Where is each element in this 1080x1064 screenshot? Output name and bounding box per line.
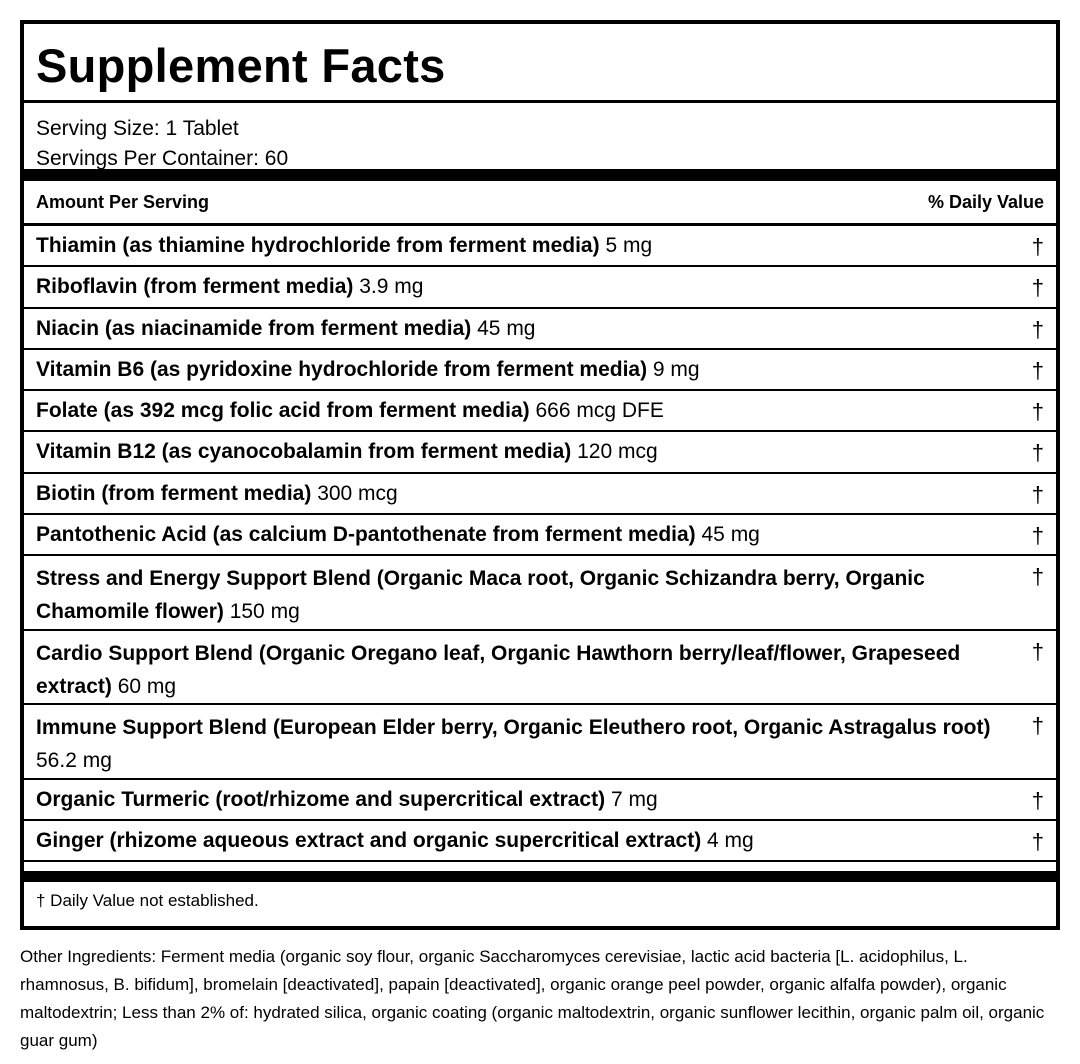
nutrient-name: Biotin (from ferment media) (36, 481, 318, 505)
daily-value-header: % Daily Value (927, 191, 1044, 212)
nutrient-amount: 45 mg (477, 316, 536, 340)
daily-value-mark: † (1031, 829, 1044, 855)
nutrient-row (24, 780, 1056, 821)
serving-size: Serving Size: 1 Tablet (36, 117, 239, 140)
nutrient-name: Stress and Energy Support Blend (Organic Maca root, Organic Schizandra berry, Organic Chamomile flower) (36, 567, 925, 624)
thick-divider (24, 871, 1056, 882)
column-header (24, 181, 1056, 226)
daily-value-mark: † (1031, 234, 1044, 259)
daily-value-mark: † (1031, 638, 1044, 664)
blend-row (24, 556, 1056, 631)
daily-value-mark: † (1031, 399, 1044, 425)
nutrient-row (24, 432, 1056, 473)
servings-per-container: Servings Per Container: 60 (36, 147, 289, 170)
daily-value-mark: † (1031, 787, 1044, 813)
nutrient-row (24, 474, 1056, 515)
serving-info (24, 103, 1056, 181)
nutrient-amount: 56.2 mg (36, 749, 112, 773)
nutrient-name: Pantothenic Acid (as calcium D-pantothenate from ferment media) (36, 523, 702, 547)
nutrient-name: Ginger (rhizome aqueous extract and organic supercritical extract) (36, 829, 708, 853)
nutrient-amount: 60 mg (117, 674, 177, 698)
nutrient-row (24, 267, 1056, 308)
nutrient-row (24, 309, 1056, 350)
daily-value-mark: † (1031, 713, 1044, 739)
nutrient-amount: 300 mcg (317, 481, 398, 505)
nutrient-row (24, 391, 1056, 432)
blend-row (24, 705, 1056, 780)
nutrient-name: Cardio Support Blend (Organic Oregano leaf, Organic Hawthorn berry/leaf/flower, Grapeseed extract) (36, 641, 961, 698)
nutrient-name: Immune Support Blend (European Elder berry, Organic Eleuthero root, Organic Astragalus root) (36, 716, 991, 740)
supplement-facts-panel (20, 20, 1060, 930)
amount-per-serving-header: Amount Per Serving (36, 191, 210, 212)
nutrient-name: Vitamin B12 (as cyanocobalamin from ferment media) (36, 440, 578, 464)
nutrient-name: Vitamin B6 (as pyridoxine hydrochloride from ferment media) (36, 357, 653, 381)
nutrient-name: Organic Turmeric (root/rhizome and supercritical extract) (36, 787, 611, 811)
nutrient-name: Folate (as 392 mcg folic acid from ferment media) (36, 399, 536, 423)
footnote: † Daily Value not established. (36, 891, 259, 911)
nutrient-amount: 4 mg (707, 829, 754, 853)
nutrient-name: Thiamin (as thiamine hydrochloride from ferment media) (36, 234, 606, 257)
nutrient-row (24, 350, 1056, 391)
nutrient-name: Riboflavin (from ferment media) (36, 275, 360, 299)
daily-value-mark: † (1031, 523, 1044, 549)
nutrient-amount: 3.9 mg (359, 275, 424, 299)
daily-value-mark: † (1031, 481, 1044, 507)
nutrient-amount: 120 mcg (577, 440, 658, 464)
nutrient-amount: 5 mg (605, 234, 653, 257)
nutrient-row (24, 821, 1056, 862)
other-ingredients: Other Ingredients: Ferment media (organic soy flour, organic Saccharomyces cerevisiae, lactic acid bacteria [L. acidophilus, L. rhamnosus, B. bifidum], bromelain [deactivated], papain [deactivated], organic orange peel powder, organic alfalfa powder), organic maltodextrin; Less than 2% of: hydrated silica, organic coating (organic maltodextrin, organic sunflower lecithin, organic palm oil, organic guar gum) (20, 947, 1045, 1050)
blend-row (24, 631, 1056, 706)
daily-value-mark: † (1031, 357, 1044, 383)
nutrient-amount: 9 mg (652, 357, 700, 381)
nutrient-row (24, 226, 1056, 267)
nutrient-amount: 666 mcg DFE (535, 399, 664, 423)
daily-value-mark: † (1031, 440, 1044, 466)
nutrient-name: Niacin (as niacinamide from ferment media) (36, 316, 478, 340)
nutrient-amount: 45 mg (701, 523, 760, 547)
nutrient-row (24, 515, 1056, 556)
daily-value-mark: † (1031, 316, 1044, 342)
panel-title: Supplement Facts (24, 24, 1056, 103)
daily-value-mark: † (1031, 275, 1044, 301)
nutrient-amount: 7 mg (610, 787, 658, 811)
nutrient-amount: 150 mg (229, 600, 300, 624)
daily-value-mark: † (1031, 564, 1044, 590)
